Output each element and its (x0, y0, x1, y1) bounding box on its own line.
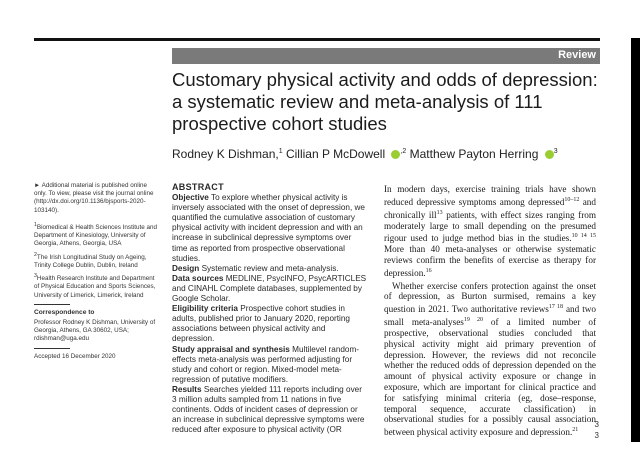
section-label: Review (558, 49, 596, 61)
author-list (172, 147, 598, 161)
correspondence-heading: Correspondence to (34, 308, 95, 316)
divider (34, 304, 70, 305)
author-affiliation-mark: ,2 (400, 148, 407, 155)
citation[interactable]: 17 18 (548, 304, 564, 311)
page-edge-bar (631, 38, 640, 442)
author-name[interactable]: Cillian P McDowell (285, 147, 386, 161)
supplementary-note[interactable]: ► Additional material is published online only. To view, please visit the journal online (http://dx.doi.org/10.1136/bjsports-2020-103140). (34, 182, 154, 214)
article-page (34, 38, 600, 442)
affiliation: $^1$Biomedical & Health Sciences Institute and Department of Kinesiology, University of Georgia, Athens, Georgia, USA (34, 221, 157, 248)
section-banner (172, 48, 600, 64)
abstract-eligibility: Eligibility criteria Prospective cohort studies in adults, published prior to January 2020, reporting associations between physical activity and depression. (172, 304, 350, 344)
edge-page-number: 3 (594, 420, 599, 429)
citation[interactable]: 19 20 (463, 317, 483, 324)
divider (34, 348, 70, 349)
affiliation: $^3$Health Research Institute and Department of Physical Education and Sports Sciences, University of Limerick, Limerick, Ireland (34, 273, 156, 299)
affiliation: $^2$The Irish Longitudinal Study on Ageing, Trinity College Dublin, Dublin, Ireland (34, 251, 147, 269)
abstract-design: Design Systematic review and meta-analysis. (172, 263, 339, 273)
abstract (172, 182, 368, 435)
orcid-icon[interactable] (545, 150, 554, 159)
article-title: Customary physical activity and odds of depression: a systematic review and meta-analysis of 111 prospective cohort studies (172, 69, 598, 134)
citation[interactable]: 13 (436, 209, 443, 216)
body-paragraph: In modern days, exercise training trials have shown reduced depressive symptoms among depressed$^{10-12}$ and chronically ill$^{13}$ patients, with effect sizes ranging from moderately large to small depending on the presumed rigour used to judge method bias in the studies.$^{10 14 15}$ More than 40 meta-analyses or otherwise systematic reviews confirm the benefits of exercise as therapy for depression.$^{16}$ (384, 184, 597, 278)
citation[interactable]: 10–12 (564, 196, 580, 203)
abstract-appraisal: Study appraisal and synthesis Multilevel random-effects meta-analysis was performed adjusting for study and cohort or region. Mixed-model meta-regression of putative modifiers. (172, 344, 360, 384)
body-paragraph: Whether exercise confers protection against the onset of depression, as Burton surmised, remains a key question in 2021. Two authoritative reviews$^{17 18}$ and two small meta-analyses$^{19 20}$ of a limited number of prospective, observational studies concluded that physical activity might aid primary prevention of depression. However, the reviews did not reconcile whether the reduced odds of depression depended on the amount of physical activity exposure or change in exposure, which are important for clinical practice and for satisfying minimal criteria (eg, dose–response, temporal sequence, accurate classification) in observational studies for a possibly causal association between physical activity exposure and depression.$^{21}$ (384, 280, 597, 438)
top-rule (34, 38, 600, 41)
abstract-objective: Objective To explore whether physical activity is inversely associated with the onset of depression, we quantified the cumulative association of customary physical activity with incident depression and with an increase in subclinical depressive symptoms over time as reported from prospective observational studies. (172, 193, 365, 263)
correspondence-details[interactable]: Professor Rodney K Dishman, University of Georgia, Athens, GA 30602, USA; rdishman@uga.edu (34, 318, 156, 343)
abstract-results: Results Searches yielded 111 reports including over 3 million adults sampled from 11 nations in five continents. Odds of incident cases of depression or an increase in subclinical depressive symptoms were reduced after exposure to physical activity (OR (172, 384, 365, 435)
accepted-date: Accepted 16 December 2020 (34, 352, 116, 360)
citation[interactable]: 10 14 15 (571, 233, 597, 240)
abstract-heading: ABSTRACT (172, 182, 224, 192)
abstract-data-sources: Data sources MEDLINE, PsycINFO, PsycARTICLES and CINAHL Complete databases, supplemented by Google Scholar. (172, 273, 367, 304)
sidebar-notes (34, 182, 160, 363)
author-name[interactable]: Matthew Payton Herring (409, 147, 539, 161)
introduction-text (384, 184, 596, 440)
citation[interactable]: 21 (572, 427, 579, 434)
author-affiliation-mark: 3 (553, 148, 558, 155)
author-name[interactable]: Rodney K Dishman, (172, 147, 279, 161)
edge-page-number: 3 (594, 431, 599, 440)
citation[interactable]: 16 (425, 267, 432, 274)
author-affiliation-mark: 1 (278, 148, 283, 155)
